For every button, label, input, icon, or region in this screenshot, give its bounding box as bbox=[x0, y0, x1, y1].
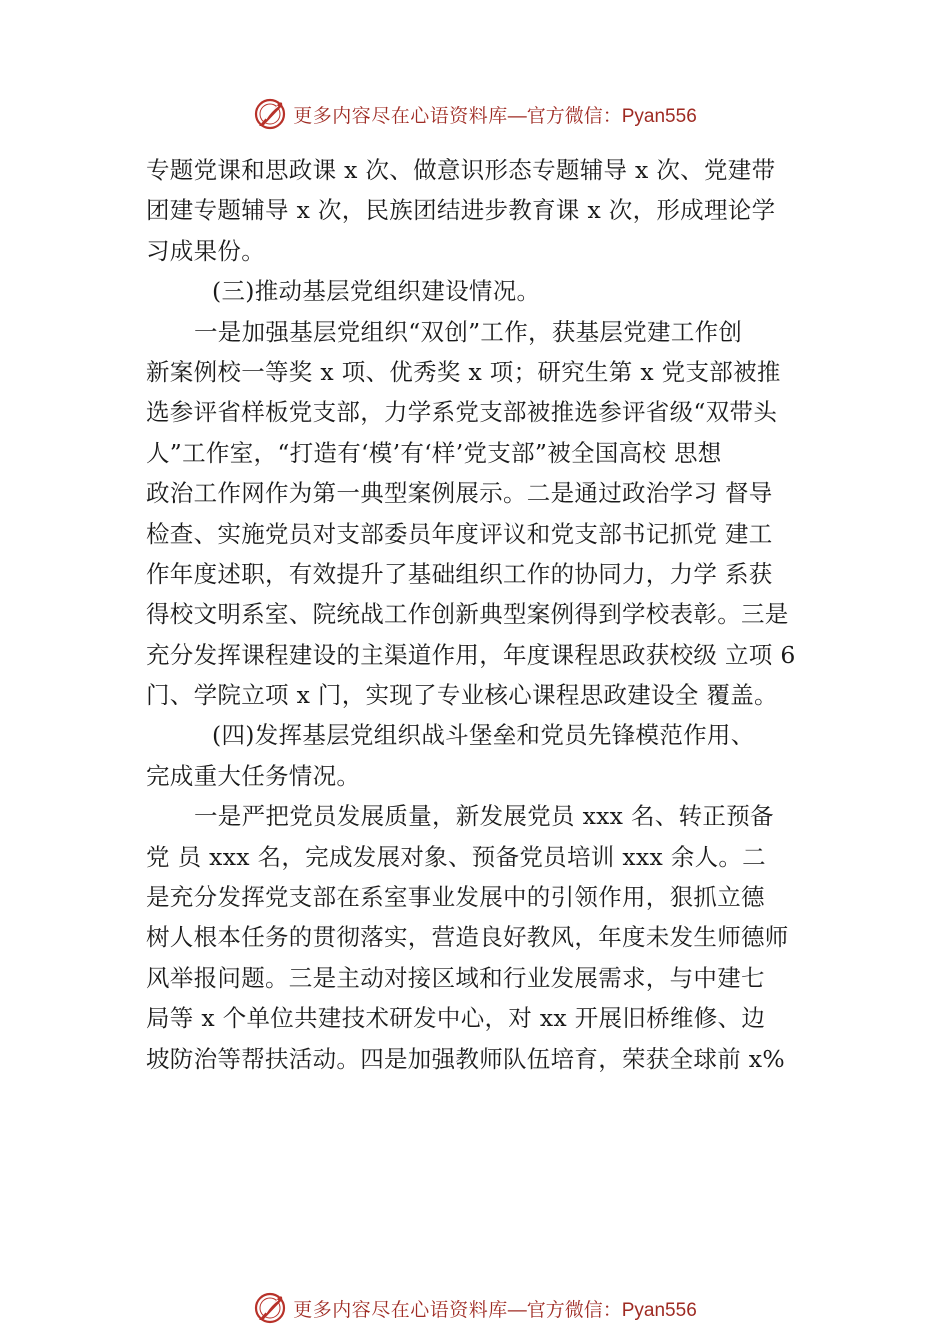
text-line: 习成果份。 bbox=[146, 236, 265, 265]
footer-watermark-banner bbox=[0, 1288, 950, 1328]
text-line: 一是加强基层党组织“双创”工作，获基层党建工作创 bbox=[194, 317, 743, 346]
text-line: 人”工作室，“打造有‘模’有‘样’党支部”被全国高校 思想 bbox=[146, 438, 722, 467]
text-line: 党 员 xxx 名，完成发展对象、预备党员培训 xxx 余人。二 bbox=[146, 842, 766, 871]
text-line: 坡防治等帮扶活动。四是加强教师队伍培育，荣获全球前 x% bbox=[146, 1044, 785, 1073]
watermark-brand-text: 更多内容尽在心语资料库 bbox=[293, 104, 508, 127]
section-heading-3: (三)推动基层党组织建设情况。 bbox=[212, 277, 541, 306]
text-line: 团建专题辅导 x 次，民族团结进步教育课 x 次，形成理论学 bbox=[146, 196, 776, 225]
watermark-contact-text: —官方微信：Pyan556 bbox=[507, 105, 697, 127]
text-line: 专题党课和思政课 x 次、做意识形态专题辅导 x 次、党建带 bbox=[146, 156, 776, 184]
text-line: 政治工作网作为第一典型案例展示。二是通过政治学习 督导 bbox=[146, 479, 773, 508]
text-line: 风举报问题。三是主动对接区域和行业发展需求，与中建七 bbox=[146, 963, 765, 992]
text-line: 新案例校一等奖 x 项、优秀奖 x 项；研究生第 x 党支部被推 bbox=[146, 357, 781, 386]
paragraph-party-organization-building bbox=[146, 312, 836, 716]
quill-seal-logo-icon bbox=[253, 1291, 287, 1325]
text-line: 树人根本任务的贯彻落实，营造良好教风，年度未发生师德师 bbox=[146, 923, 789, 952]
paragraph-continuation bbox=[146, 150, 836, 271]
text-line: 一是严把党员发展质量，新发展党员 xxx 名、转正预备 bbox=[194, 802, 774, 831]
quill-seal-logo-icon bbox=[253, 97, 287, 131]
text-line: 门、学院立项 x 门，实现了专业核心课程思政建设全 覆盖。 bbox=[146, 681, 778, 710]
header-watermark-banner bbox=[0, 94, 950, 134]
paragraph-major-tasks bbox=[146, 796, 836, 1079]
text-line: 充分发挥课程建设的主渠道作用，年度课程思政获校级 立项 6 bbox=[146, 640, 796, 669]
document-page bbox=[146, 150, 836, 1079]
section-heading-4-continuation: 完成重大任务情况。 bbox=[146, 761, 361, 790]
text-line: 是充分发挥党支部在系室事业发展中的引领作用，狠抓立德 bbox=[146, 883, 765, 912]
watermark-brand-text: 更多内容尽在心语资料库 bbox=[293, 1298, 508, 1321]
section-heading-4: (四)发挥基层党组织战斗堡垒和党员先锋模范作用、 bbox=[212, 721, 755, 750]
watermark-contact-text: —官方微信：Pyan556 bbox=[507, 1299, 697, 1321]
text-line: 检查、实施党员对支部委员年度评议和党支部书记抓党 建工 bbox=[146, 519, 773, 548]
text-line: 作年度述职，有效提升了基础组织工作的协同力，力学 系获 bbox=[146, 559, 773, 588]
text-line: 选参评省样板党支部，力学系党支部被推选参评省级“双带头 bbox=[146, 398, 778, 427]
text-line: 局等 x 个单位共建技术研发中心，对 xx 开展旧桥维修、边 bbox=[146, 1004, 766, 1033]
text-line: 得校文明系室、院统战工作创新典型案例得到学校表彰。三是 bbox=[146, 600, 789, 629]
